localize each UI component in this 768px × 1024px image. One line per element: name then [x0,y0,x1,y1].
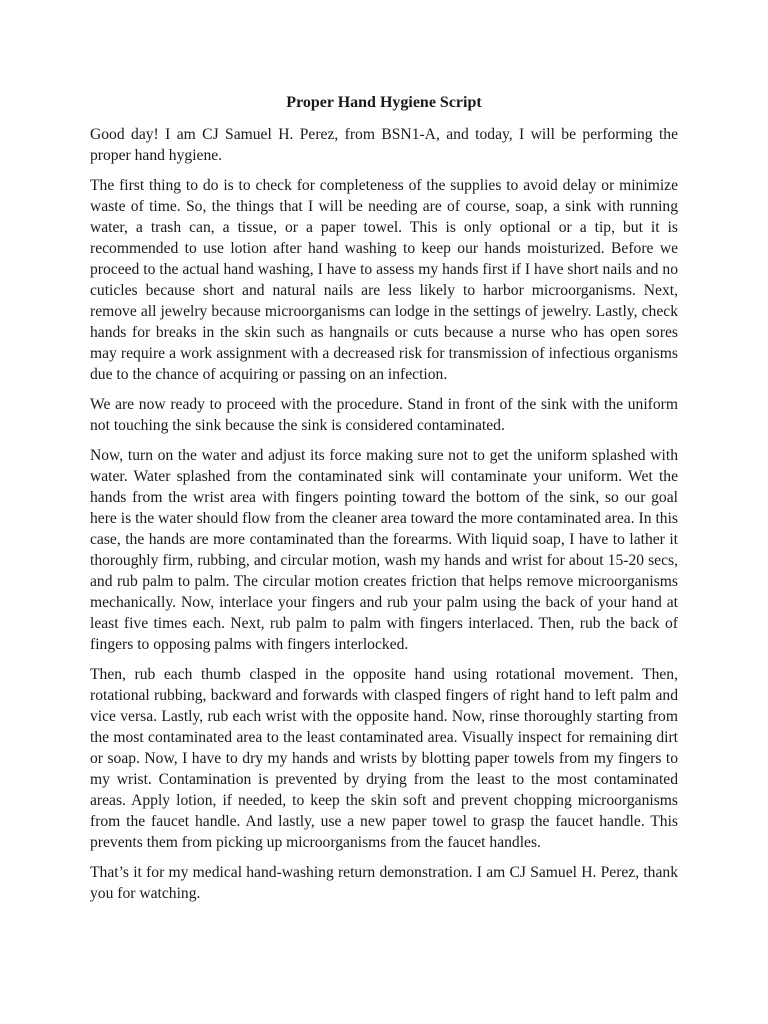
document-title: Proper Hand Hygiene Script [286,94,482,111]
paragraph-greeting: Good day! I am CJ Samuel H. Perez, from BSN1-A, and today, I will be performing the proper hand hygiene. [90,126,678,164]
paragraph-closing: That’s it for my medical hand-washing return demonstration. I am CJ Samuel H. Perez, thank you for watching. [90,864,678,902]
paragraph-washing: Now, turn on the water and adjust its force making sure not to get the uniform splashed with water. Water splashed from the contaminated sink will contaminate your uniform. Wet the hands from the wrist area with fingers pointing toward the bottom of the sink, so our goal here is the water should flow from the cleaner area toward the more contaminated area. In this case, the hands are more contaminated than the forearms. With liquid soap, I have to lather it thoroughly firm, rubbing, and circular motion, wash my hands and wrist for about 15-20 secs, and rub palm to palm. The circular motion creates friction that helps remove microorganisms mechanically. Now, interlace your fingers and rub your palm using the back of your hand at least five times each. Next, rub palm to palm with fingers interlaced. Then, rub the back of fingers to opposing palms with fingers interlocked. [90,447,678,653]
document-page [90,90,678,913]
paragraph-ready: We are now ready to proceed with the procedure. Stand in front of the sink with the uniform not touching the sink because the sink is considered contaminated. [90,396,678,434]
paragraph-rinse-dry: Then, rub each thumb clasped in the opposite hand using rotational movement. Then, rotational rubbing, backward and forwards with clasped fingers of right hand to left palm and vice versa. Lastly, rub each wrist with the opposite hand. Now, rinse thoroughly starting from the most contaminated area to the least contaminated area. Visually inspect for remaining dirt or soap. Now, I have to dry my hands and wrists by blotting paper towels from my fingers to my wrist. Contamination is prevented by drying from the least to the most contaminated areas. Apply lotion, if needed, to keep the skin soft and prevent chopping microorganisms from the faucet handle. And lastly, use a new paper towel to grasp the faucet handle. This prevents them from picking up microorganisms from the faucet handles. [90,666,678,851]
paragraph-supplies: The first thing to do is to check for completeness of the supplies to avoid delay or minimize waste of time. So, the things that I will be needing are of course, soap, a sink with running water, a trash can, a tissue, or a paper towel. This is only optional or a tip, but it is recommended to use lotion after hand washing to keep our hands moisturized. Before we proceed to the actual hand washing, I have to assess my hands first if I have short nails and no cuticles because short and natural nails are less likely to harbor microorganisms. Next, remove all jewelry because microorganisms can lodge in the settings of jewelry. Lastly, check hands for breaks in the skin such as hangnails or cuts because a nurse who has open sores may require a work assignment with a decreased risk for transmission of infectious organisms due to the chance of acquiring or passing on an infection. [90,177,678,383]
